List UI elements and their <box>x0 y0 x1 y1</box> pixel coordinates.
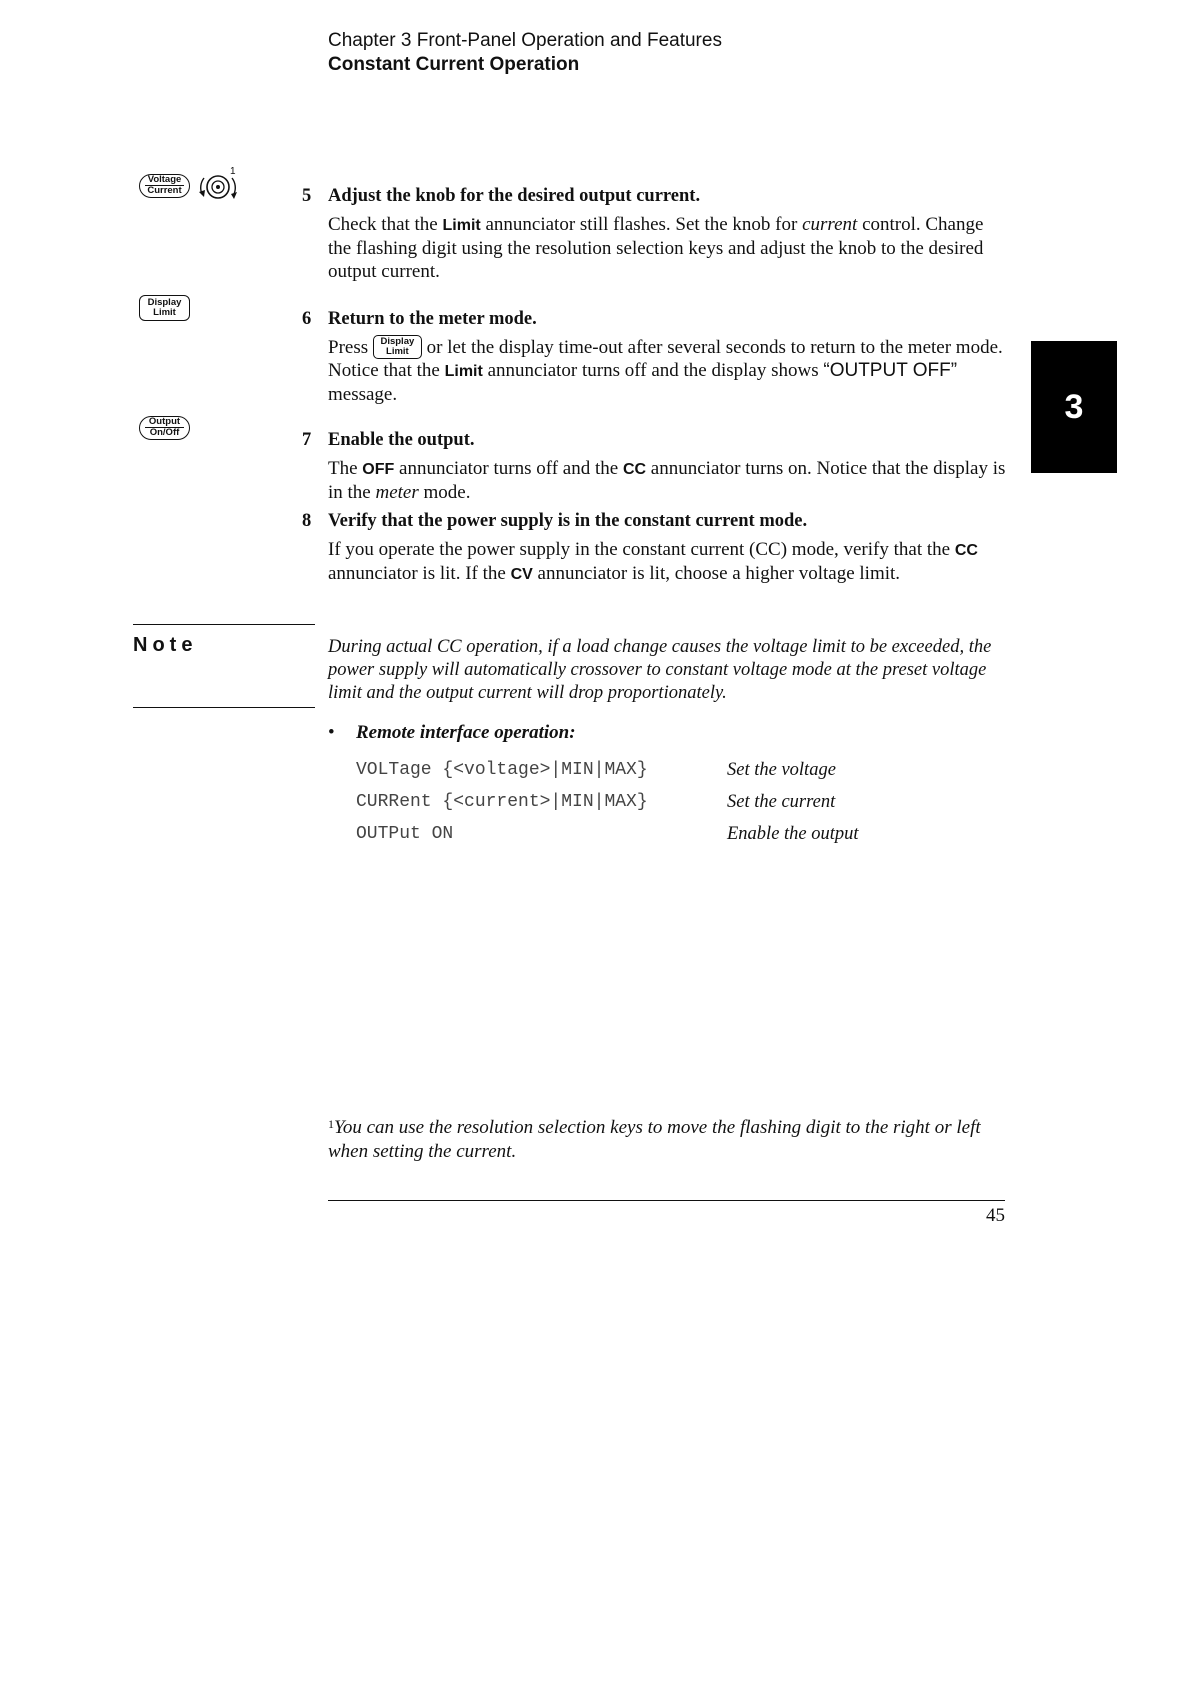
scpi-command: OUTPut ON <box>356 824 454 844</box>
key-label-onoff: On/Off <box>149 427 180 438</box>
footnote-mark: 1 <box>328 1117 334 1131</box>
command-description: Set the current <box>727 792 836 812</box>
bullet-icon: • <box>328 722 335 743</box>
output-onoff-key-icon <box>139 416 190 440</box>
step-number: 5 <box>302 186 312 206</box>
key-label-display: Display <box>147 297 182 308</box>
step-body: Check that the Limit annunciator still flashes. Set the knob for current control. Change the flashing digit using the resolution selection keys and adjust the knob to the desired output current. <box>328 214 984 282</box>
step-title: Verify that the power supply is in the constant current mode. <box>328 511 808 531</box>
note-top-rule <box>133 624 315 625</box>
display-limit-inline-key-icon: Display Limit <box>373 335 422 359</box>
footer-rule <box>328 1200 1005 1201</box>
step-number: 7 <box>302 430 312 450</box>
key-label-current: Current <box>147 185 182 196</box>
step-title: Enable the output. <box>328 430 475 450</box>
command-description: Set the voltage <box>727 760 836 780</box>
note-text: During actual CC operation, if a load change causes the voltage limit to be exceeded, the power supply will automatically crossover to constant voltage mode at the preset voltage limit and the output current will drop proportionately. <box>328 637 992 703</box>
step-number: 8 <box>302 511 312 531</box>
key-label-limit: Limit <box>153 307 176 318</box>
cc-annunciator: CC <box>954 542 978 559</box>
step-body: If you operate the power supply in the constant current (CC) mode, verify that the CC annunciator is lit. If the CV annunciator is lit, choose a higher voltage limit. <box>328 539 978 584</box>
key-label-voltage: Voltage <box>145 175 184 186</box>
off-annunciator: OFF <box>362 461 395 478</box>
step-body: The OFF annunciator turns off and the CC annunciator turns on. Notice that the display is in the meter mode. <box>328 458 1006 503</box>
footnote: $^1$You can use the resolution selection keys to move the flashing digit to the right or left when setting the current. <box>328 1117 981 1162</box>
limit-annunciator: Limit <box>442 217 481 234</box>
display-limit-key-icon <box>139 295 190 321</box>
scpi-command: VOLTage {<voltage>|MIN|MAX} <box>356 760 648 780</box>
step-body: Press Display Limit or let the display time-out after several seconds to return to the meter mode. Notice that the Limit annunciator turns off and the display shows “OUTPUT OFF” message. <box>328 335 1003 405</box>
chapter-header: Chapter 3 Front-Panel Operation and Features <box>328 30 722 51</box>
step-title: Return to the meter mode. <box>328 309 537 329</box>
key-label-output: Output <box>145 417 184 428</box>
step-number: 6 <box>302 309 312 329</box>
cv-annunciator: CV <box>510 566 533 583</box>
page-number: 45 <box>986 1205 1005 1226</box>
command-description: Enable the output <box>727 824 859 844</box>
chapter-tab: 3 <box>1031 341 1117 473</box>
step-title: Adjust the knob for the desired output current. <box>328 186 701 206</box>
note-label: Note <box>133 634 198 656</box>
cc-annunciator: CC <box>622 461 647 478</box>
section-header: Constant Current Operation <box>328 54 580 75</box>
scpi-command: CURRent {<current>|MIN|MAX} <box>356 792 648 812</box>
voltage-current-key-icon <box>139 174 190 198</box>
limit-annunciator: Limit <box>444 363 483 380</box>
display-message: “OUTPUT OFF” <box>823 360 958 381</box>
note-bottom-rule <box>133 707 315 708</box>
knob-footnote-mark: 1 <box>230 166 236 177</box>
remote-title: Remote interface operation: <box>356 722 576 743</box>
